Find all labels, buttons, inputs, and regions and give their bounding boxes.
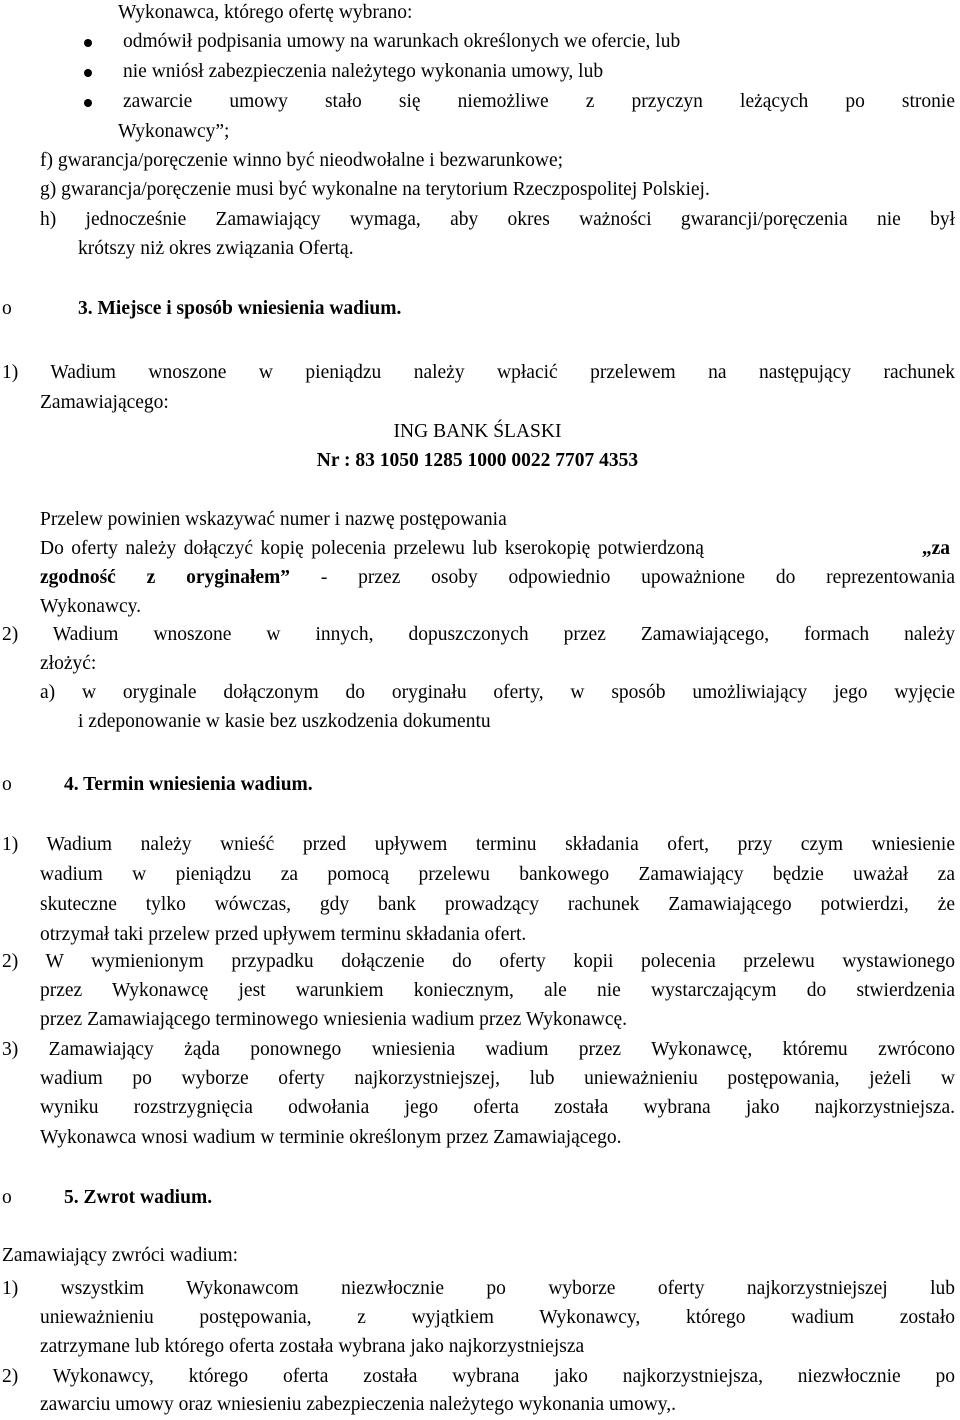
- section-4-marker: o: [2, 774, 12, 795]
- s4-point-3-continued: wyniku rozstrzygnięcia odwołania jego oferta została wybrana jako najkorzystniejsza.: [40, 1097, 955, 1118]
- attachment-line-2: [40, 563, 955, 592]
- s3-point-2: 2) Wadium wnoszone w innych, dopuszczonych przez Zamawiającego, formach należy: [2, 624, 955, 645]
- bullet-item-continued: Wykonawcy”;: [118, 121, 230, 142]
- s4-point-1-continued: wadium w pieniądzu za pomocą przelewu bankowego Zamawiający będzie uważał za: [40, 864, 955, 885]
- attachment-text: Do oferty należy dołączyć kopię polecenia przelewu lub kserokopię potwierdzoną: [40, 538, 704, 559]
- section-5-heading: 5. Zwrot wadium.: [64, 1187, 213, 1208]
- s5-point-2-continued: zawarciu umowy oraz wniesieniu zabezpieczenia należytego wykonania umowy,.: [40, 1394, 677, 1415]
- bullet-icon: [84, 69, 92, 77]
- s3-point-2a-continued: i zdeponowanie w kasie bez uszkodzenia dokumentu: [78, 711, 491, 732]
- s3-point-1-continued: Zamawiającego:: [40, 392, 169, 413]
- section-4-heading: 4. Termin wniesienia wadium.: [64, 774, 313, 795]
- intro-line: Wykonawca, którego ofertę wybrano:: [118, 2, 413, 23]
- s4-point-3-continued: Wykonawca wnosi wadium w terminie określonym przez Zamawiającego.: [40, 1127, 622, 1148]
- list-item-g: g) gwarancja/poręczenie musi być wykonalne na terytorium Rzeczpospolitej Polskiej.: [40, 179, 710, 200]
- s4-point-3-continued: wadium po wyborze oferty najkorzystniejszej, lub unieważnieniu postępowania, jeżeli w: [40, 1068, 955, 1089]
- s3-point-2a: a) w oryginale dołączonym do oryginału oferty, w sposób umożliwiający jego wyjęcie: [40, 682, 955, 703]
- bullet-icon: [84, 39, 92, 47]
- s5-point-1-continued: unieważnieniu postępowania, z wyjątkiem Wykonawcy, którego wadium zostało: [40, 1307, 955, 1328]
- list-item-h: h) jednocześnie Zamawiający wymaga, aby okres ważności gwarancji/poręczenia nie był: [40, 209, 955, 230]
- section-3-marker: o: [2, 298, 12, 319]
- bullet-item: odmówił podpisania umowy na warunkach określonych we ofercie, lub: [123, 31, 681, 52]
- transfer-note: Przelew powinien wskazywać numer i nazwę postępowania: [40, 509, 507, 530]
- s4-point-1-continued: otrzymał taki przelew przed upływem terminu składania ofert.: [40, 924, 527, 945]
- attachment-line: [40, 534, 950, 563]
- s3-point-2-continued: złożyć:: [40, 653, 97, 674]
- attachment-line-3: Wykonawcy.: [40, 596, 141, 617]
- s4-point-2-continued: przez Zamawiającego terminowego wniesienia wadium przez Wykonawcę.: [40, 1009, 627, 1030]
- s5-intro: Zamawiający zwróci wadium:: [2, 1245, 239, 1266]
- s4-point-2: 2) W wymienionym przypadku dołączenie do oferty kopii polecenia przelewu wystawionego: [2, 951, 955, 972]
- list-item-f: f) gwarancja/poręczenie winno być nieodwołalne i bezwarunkowe;: [40, 150, 564, 171]
- s4-point-1-continued: skuteczne tylko wówczas, gdy bank prowadzący rachunek Zamawiającego potwierdzi, że: [40, 894, 955, 915]
- attachment-text-rest: - przez osoby odpowiednio upoważnione do reprezentowania: [320, 567, 956, 588]
- s4-point-1: 1) Wadium należy wnieść przed upływem terminu składania ofert, przy czym wniesienie: [2, 834, 955, 855]
- s4-point-3: 3) Zamawiający żąda ponownego wniesienia wadium przez Wykonawcę, któremu zwrócono: [2, 1039, 955, 1060]
- list-item-h-continued: krótszy niż okres związania Ofertą.: [78, 238, 354, 259]
- s4-point-2-continued: przez Wykonawcę jest warunkiem koniecznym, ale nie wystarczającym do stwierdzenia: [40, 980, 955, 1001]
- bullet-icon: [84, 99, 92, 107]
- s3-point-1: 1) Wadium wnoszone w pieniądzu należy wpłacić przelewem na następujący rachunek: [2, 362, 955, 383]
- s5-point-1-continued: zatrzymane lub którego oferta została wybrana jako najkorzystniejsza: [40, 1336, 585, 1357]
- s5-point-2: 2) Wykonawcy, którego oferta została wybrana jako najkorzystniejsza, niezwłocznie po: [2, 1366, 955, 1387]
- s5-point-1: 1) wszystkim Wykonawcom niezwłocznie po wyborze oferty najkorzystniejszej lub: [2, 1278, 955, 1299]
- bullet-item: zawarcie umowy stało się niemożliwe z przyczyn leżących po stronie: [123, 91, 955, 112]
- bullet-item: nie wniósł zabezpieczenia należytego wykonania umowy, lub: [123, 61, 604, 82]
- bank-account-number: Nr : 83 1050 1285 1000 0022 7707 4353: [316, 450, 639, 471]
- attachment-quote-open: „za: [921, 538, 950, 559]
- section-5-marker: o: [2, 1187, 12, 1208]
- certified-copy-phrase: zgodność z oryginałem”: [40, 567, 291, 588]
- bank-name: ING BANK ŚLASKI: [393, 421, 562, 442]
- section-3-heading: 3. Miejsce i sposób wniesienia wadium.: [78, 298, 402, 319]
